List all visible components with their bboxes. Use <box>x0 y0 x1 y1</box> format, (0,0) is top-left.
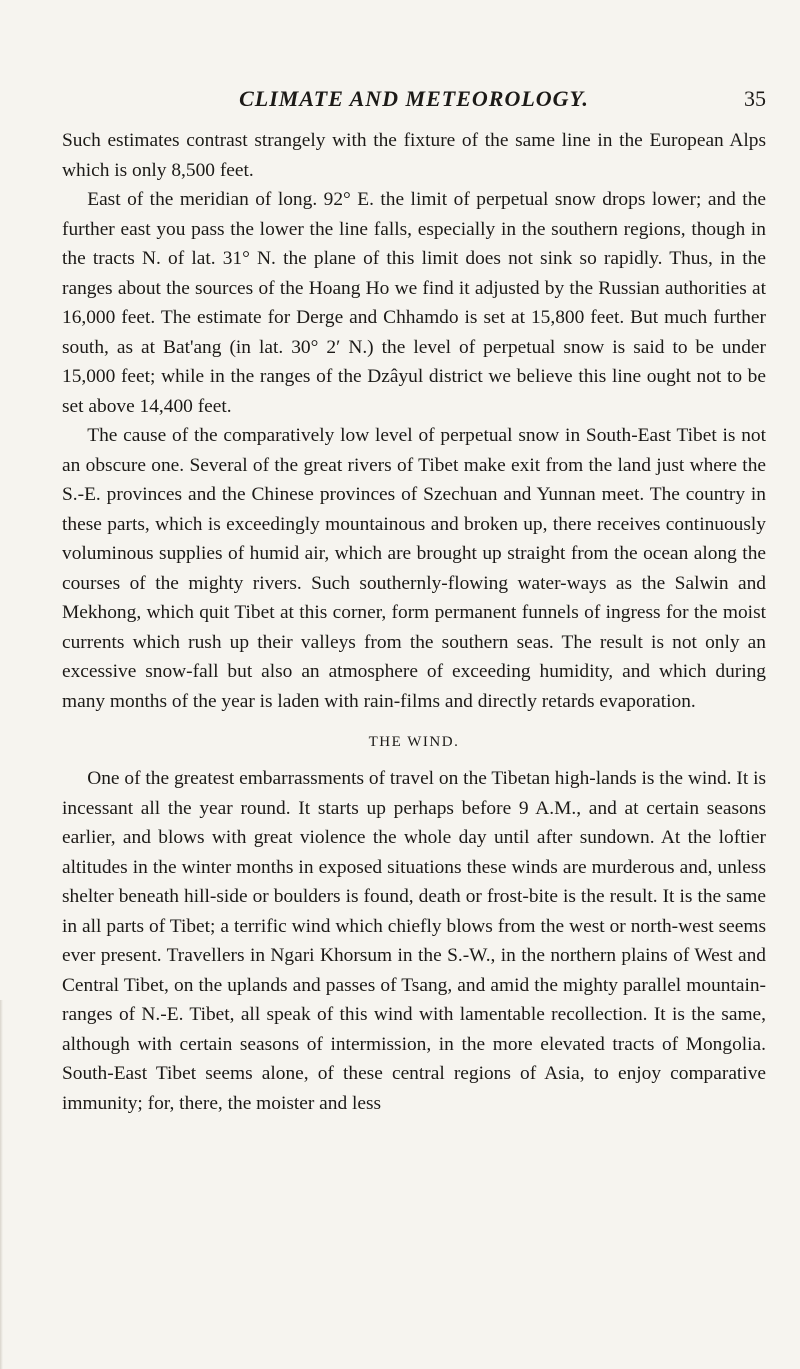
scan-edge-decoration <box>0 1000 3 1369</box>
paragraph-snow-line-east: East of the meridian of long. 92° E. the limit of perpetual snow drops lower; and the further east you pass the lower the line falls, especially in the southern regions, though in the tracts N. of lat. 31° N. the plane of this limit does not sink so rapidly. Thus, in the ranges about the sources of the Hoang Ho we find it adjusted by the Russian authorities at 16,000 feet. The estimate for Derge and Chhamdo is set at 15,800 feet. But much further south, as at Bat'ang (in lat. 30° 2′ N.) the level of perpetual snow is said to be under 15,000 feet; while in the ranges of the Dzâyul district we believe this line ought not to be set above 14,400 feet. <box>62 189 766 417</box>
paragraph-alps-estimate: Such estimates contrast strangely with the fixture of the same line in the European Alps which is only 8,500 feet. <box>62 130 766 181</box>
paragraph-wind: One of the greatest embarrassments of travel on the Tibetan high-lands is the wind. It is incessant all the year round. It starts up perhaps before 9 A.M., and at certain seasons earlier, and blows with great violence the whole day until after sundown. At the loftier altitudes in the winter months in exposed situations these winds are murderous and, unless shelter beneath hill-side or boulders is found, death or frost-bite is the result. It is the same in all parts of Tibet; a terrific wind which chiefly blows from the west or north-west seems ever present. Travellers in Ngari Khorsum in the S.-W., in the northern plains of West and Central Tibet, on the uplands and passes of Tsang, and amid the mighty parallel mountain-ranges of N.-E. Tibet, all speak of this wind with lamentable recollection. It is the same, although with certain seasons of intermission, in the more elevated tracts of Mongolia. South-East Tibet seems alone, of these central regions of Asia, to enjoy comparative immunity; for, there, the moister and less <box>62 768 766 1114</box>
running-header <box>62 84 766 118</box>
running-title: CLIMATE AND METEOROLOGY. <box>239 86 589 111</box>
paragraph-snow-cause: The cause of the comparatively low level of perpetual snow in South-East Tibet is not an obscure one. Several of the great rivers of Tibet make exit from the land just where the S.-E. provinces and the Chinese provinces of Szechuan and Yunnan meet. The country in these parts, which is exceedingly mountainous and broken up, there receives continuously voluminous supplies of humid air, which are brought up straight from the ocean along the courses of the mighty rivers. Such southernly-flowing water-ways as the Salwin and Mekhong, which quit Tibet at this corner, form permanent funnels of ingress for the moist currents which rush up their valleys from the southern seas. The result is not only an excessive snow-fall but also an atmosphere of exceeding humidity, and which during many months of the year is laden with rain-films and directly retards evaporation. <box>62 425 766 712</box>
section-heading-wind: THE WIND. <box>368 734 460 750</box>
body-text <box>62 126 766 1118</box>
page-number: 35 <box>744 86 766 111</box>
